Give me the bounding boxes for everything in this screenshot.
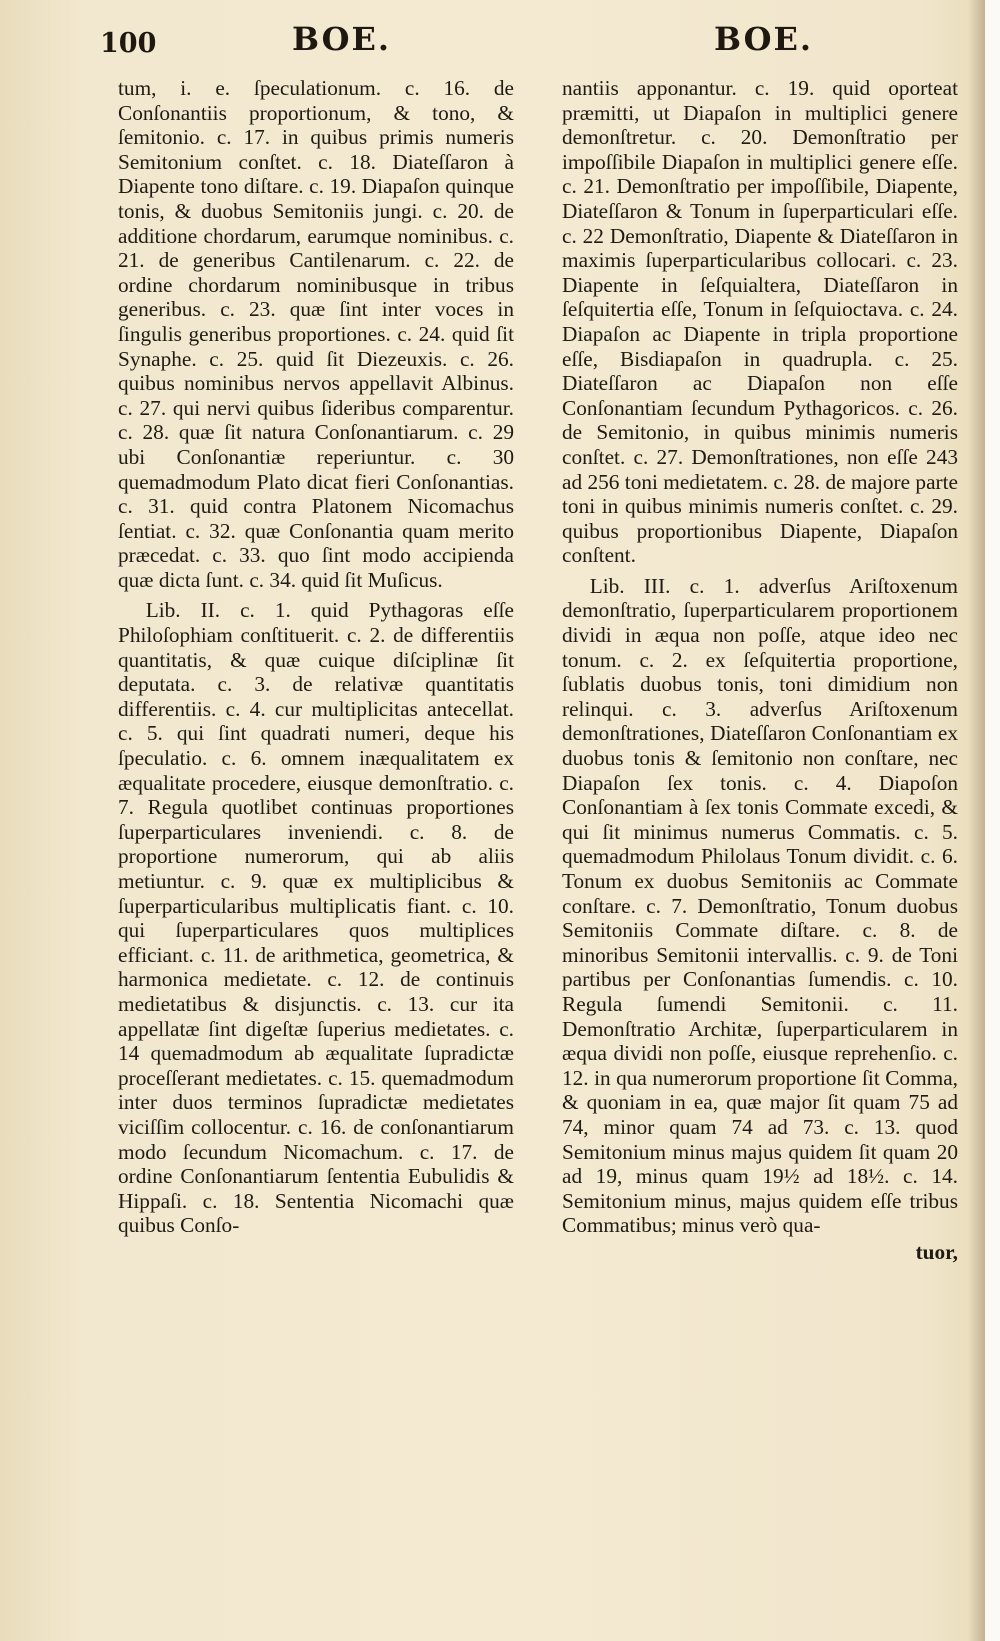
- right-paragraph-1: nantiis apponantur. c. 19. quid oporteat præmitti, ut Diapaſon in multiplici genere demonſtretur. c. 20. Demonſtratio per impoſſibile Diapaſon in multiplici genere eſſe. c. 21. Demonſtratio per impoſſibile, Diapente, Diateſſaron & Tonum in ſuperparticulari eſſe. c. 22 Demonſtratio, Diapente & Diateſſaron in maximis ſuperparticularibus collocari. c. 23. Diapente in ſeſquialtera, Diateſſaron in ſeſquitertia eſſe, Tonum in ſeſquioctava. c. 24. Diapaſon ac Diapente in tripla proportione eſſe, Bisdiapaſon in quadrupla. c. 25. Diateſſaron ac Diapaſon non eſſe Conſonantiam ſecundum Pythagoricos. c. 26. de Semitonio, in quibus minimis numeris conſtet. c. 27. Demonſtrationes, non eſſe 243 ad 256 toni medietatem. c. 28. de majore parte toni in quibus minimis numeris conſtet. c. 29. quibus proportionibus Diapente, Diapaſon conſtent.: [562, 76, 958, 568]
- running-head-left: BOE.: [292, 20, 392, 58]
- gutter-shadow: [968, 0, 985, 1641]
- left-paragraph-2: Lib. II. c. 1. quid Pythagoras eſſe Philoſophiam conſtituerit. c. 2. de differentiis quantitatis, & quæ cuique diſciplinæ ſit deputata. c. 3. de relativæ quantitatis differentiis. c. 4. cur multiplicitas antecellat. c. 5. qui ſint quadrati numeri, deque his ſpeculatio. c. 6. omnem inæqualitatem ex æqualitate procedere, eiusque demonſtratio. c. 7. Regula quotlibet continuas proportiones ſuperparticulares inveniendi. c. 8. de proportione numerorum, qui ab aliis metiuntur. c. 9. quæ ex multiplicibus & ſuperparticularibus multiplicatis fiant. c. 10. qui ſuperparticulares quos multiplices efficiant. c. 11. de arithmetica, geometrica, & harmonica medietate. c. 12. de continuis medietatibus & disjunctis. c. 13. cur ita appellatæ ſint digeſtæ ſuperius medietates. c. 14 quemadmodum ab æqualitate ſupradictæ proceſſerant medietates. c. 15. quemadmodum inter duos terminos ſupradictæ medietates viciſſim collocentur. c. 16. de conſonantiarum modo ſecundum Nicomachum. c. 17. de ordine Conſonantiarum ſententia Eubulidis & Hippaſi. c. 18. Sententia Nicomachi quæ quibus Conſo-: [118, 598, 514, 1238]
- page-edge: [985, 0, 1000, 1641]
- running-head-right: BOE.: [714, 20, 814, 58]
- right-column: [562, 76, 958, 1265]
- left-column: [118, 76, 514, 1238]
- catchword: tuor,: [915, 1239, 958, 1264]
- right-paragraph-2: Lib. III. c. 1. adverſus Ariſtoxenum demonſtratio, ſuperparticularem proportionem dividi in æqua non poſſe, atque ideo nec tonum. c. 2. ex ſeſquitertia proportione, ſublatis duobus tonis, toni dimidium non relinqui. c. 3. adverſus Ariſtoxenum demonſtrationes, Diateſſaron Conſonantiam ex duobus tonis & ſemitonio non conſtare, nec Diapaſon ſex tonis. c. 4. Diapoſon Conſonantiam à ſex tonis Commate excedi, & qui ſit minimus numerus Commatis. c. 5. quemadmodum Philolaus Tonum dividit. c. 6. Tonum ex duobus Semitoniis ac Commate conſtare. c. 7. Demonſtratio, Tonum duobus Semitoniis Commate diſtare. c. 8. de minoribus Semitonii intervallis. c. 9. de Toni partibus per Conſonantias ſumendis. c. 10. Regula ſumendi Semitonii. c. 11. Demonſtratio Architæ, ſuperparticularem in æqua dividi non poſſe, eiusque reprehenſio. c. 12. in qua numerorum proportione ſit Comma, & quoniam in ea, quæ major ſit quam 75 ad 74, minor quam 74 ad 73. c. 13. quod Semitonium minus majus quidem ſit quam 20 ad 19, minus quam 19½ ad 18½. c. 14. Semitonium minus, majus quidem eſſe tribus Commatibus; minus verò qua-: [562, 573, 958, 1238]
- left-paragraph-1: tum, i. e. ſpeculationum. c. 16. de Conſonantiis proportionum, & tono, & ſemitonio. c. 17. in quibus primis numeris Semitonium conſtet. c. 18. Diateſſaron à Diapente tono diſtare. c. 19. Diapaſon quinque tonis, & duobus Semitoniis jungi. c. 20. de additione chordarum, earumque nominibus. c. 21. de generibus Cantilenarum. c. 22. de ordine chordarum nominibusque in tribus generibus. c. 23. quæ ſint inter voces in ſingulis generibus proportiones. c. 24. quid ſit Synaphe. c. 25. quid ſit Diezeuxis. c. 26. quibus nominibus nervos appellavit Albinus. c. 27. qui nervi quibus ſideribus comparentur. c. 28. quæ ſit natura Conſonantiarum. c. 29 ubi Conſonantiæ reperiuntur. c. 30 quemadmodum Plato dicat fieri Conſonantias. c. 31. quid contra Platonem Nicomachus ſentiat. c. 32. quæ Conſonantia quam merito præcedat. c. 33. quo ſint modo accipienda quæ dicta ſunt. c. 34. quid ſit Muſicus.: [118, 76, 514, 592]
- page-number: 100: [100, 28, 157, 59]
